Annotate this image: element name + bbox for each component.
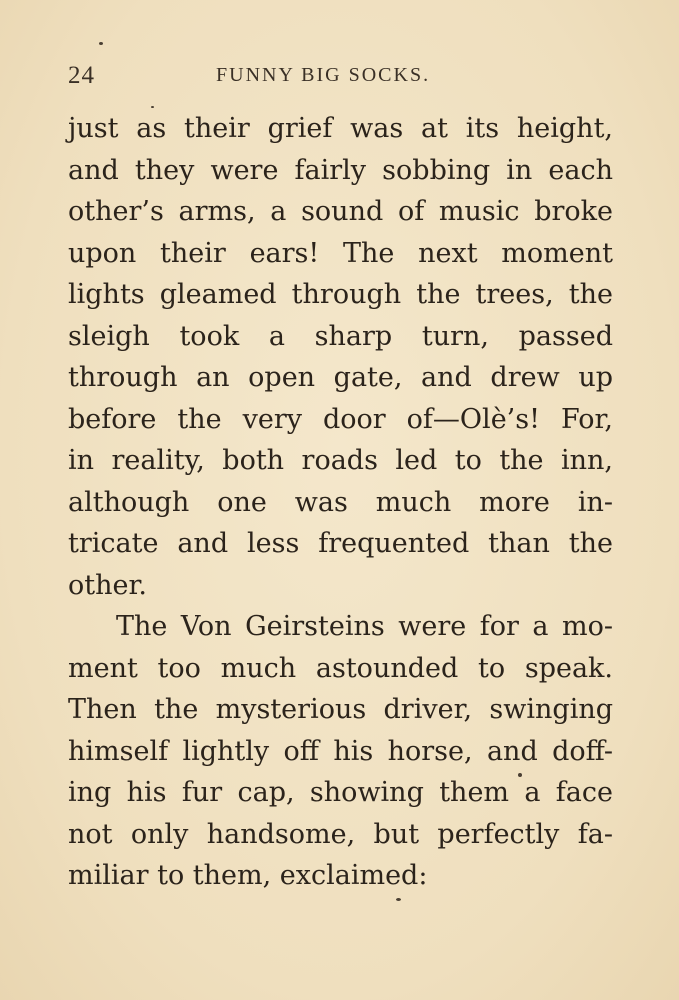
text-line: himself lightly off his horse, and doff- — [68, 735, 613, 767]
ink-speck — [396, 898, 401, 901]
text-line: tricate and less frequented than the — [68, 528, 613, 559]
text-line: before the very door of—Olè’s! For, — [68, 403, 613, 435]
page-number: 24 — [68, 62, 95, 89]
text-line: ment too much astounded to speak. — [68, 652, 613, 684]
text-line: in reality, both roads led to the inn, — [68, 445, 613, 476]
paragraph — [68, 606, 613, 897]
text-line: ing his fur cap, showing them a face — [68, 777, 613, 808]
text-line: lights gleamed through the trees, the — [68, 279, 613, 310]
body-text — [68, 108, 613, 897]
text-line: through an open gate, and drew up — [68, 362, 613, 393]
running-head: FUNNY BIG SOCKS. — [216, 64, 431, 86]
ink-speck — [151, 106, 154, 108]
text-line: just as their grief was at its height, — [68, 113, 613, 144]
text-line: other. — [68, 569, 147, 601]
text-line: miliar to them, exclaimed: — [68, 860, 428, 891]
text-line: not only handsome, but perfectly fa- — [68, 818, 613, 850]
text-line: Then the mysterious driver, swinging — [68, 694, 613, 725]
text-line: and they were fairly sobbing in each — [68, 154, 613, 186]
text-line: upon their ears! The next moment — [68, 237, 613, 269]
text-line: The Von Geirsteins were for a mo- — [116, 611, 613, 642]
text-line: other’s arms, a sound of music broke — [68, 196, 613, 227]
text-line: sleigh took a sharp turn, passed — [68, 320, 613, 352]
page-header — [68, 62, 613, 96]
ink-speck — [99, 42, 103, 45]
paragraph — [68, 108, 613, 606]
ink-speck — [518, 773, 522, 777]
text-line: although one was much more in- — [68, 486, 613, 518]
